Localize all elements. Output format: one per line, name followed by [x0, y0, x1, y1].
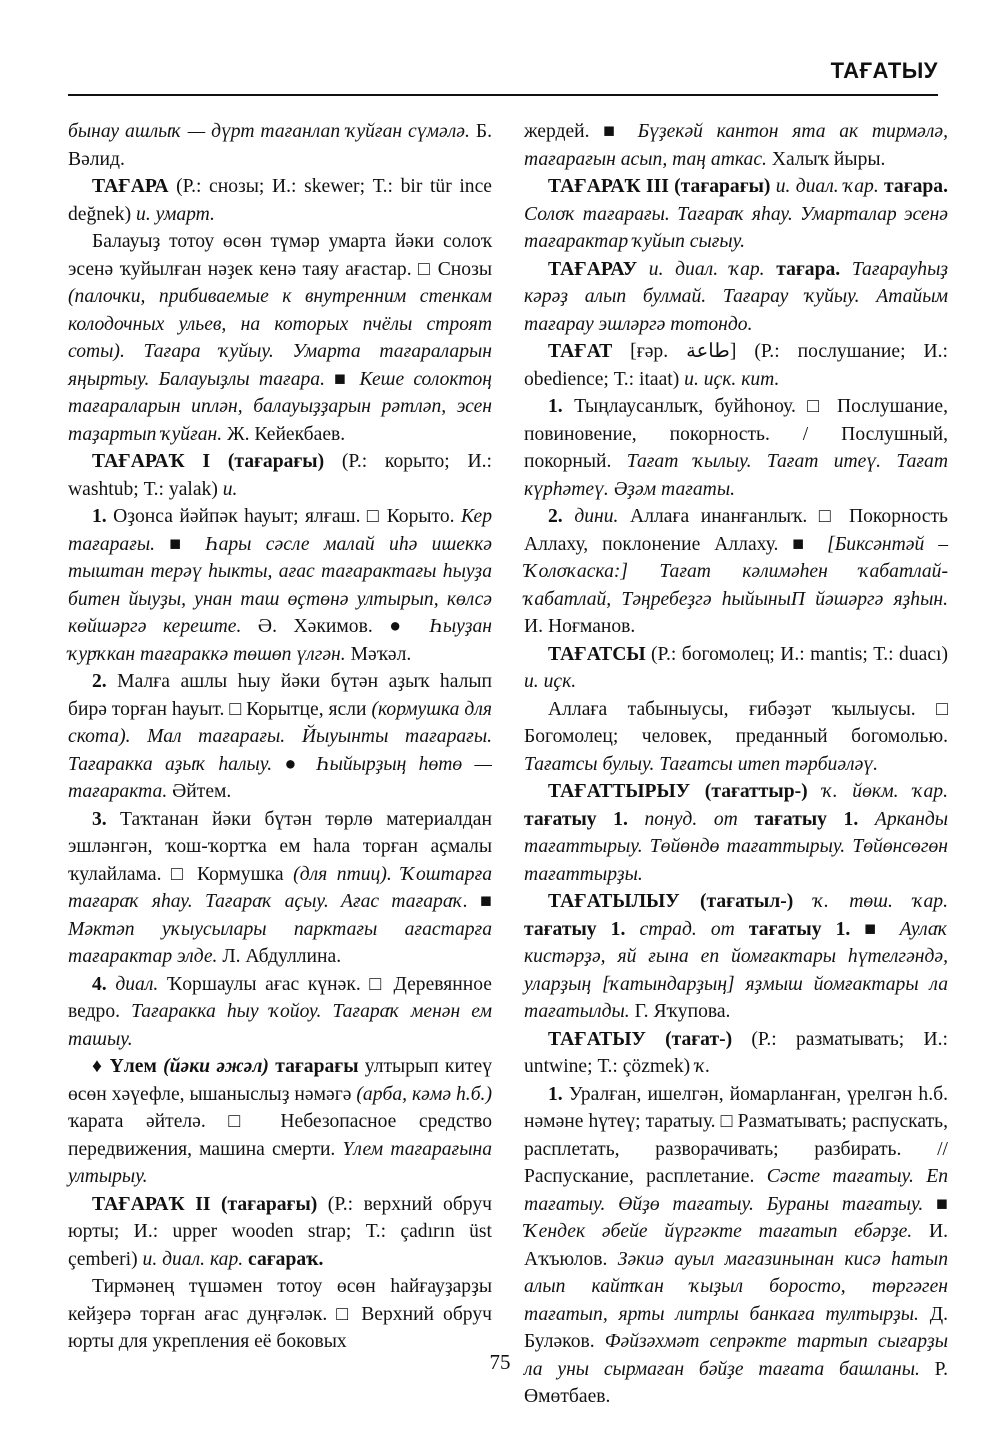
body-text: Уралған, ишелгән, йомарланған, үрелгән һ.б. нәмәне һүтеү; таратыу. □ Разматывать; распускать, расплетать, разворачивать; разбирать. // Распускание, расплетание.	[524, 1083, 948, 1187]
italic-text: Һыйырҙың һөтө — тағаракта.	[68, 753, 492, 802]
italic-text: Тағатсы булыу. Тағатсы итеп тәрбиәләү.	[524, 753, 878, 775]
headword-text: ТАҒАРАҠ I (тағарағы)	[92, 451, 325, 472]
italic-text: Тағат ҡылыу. Тағат итеү. Тағат күрһәтеү. Әҙәм тағаты.	[524, 451, 948, 500]
header-rule	[68, 94, 938, 96]
body-text: ҡарата әйтелә. □ Небезопасное средство передвижения, машина смерти.	[68, 1111, 492, 1160]
italic-text: Бүҙекәй кантон ята ак тирмәлә, тағарағын асып, таң аткас.	[524, 121, 948, 170]
body-text	[858, 809, 875, 830]
page-number: 75	[489, 1350, 511, 1374]
body-text: Халыҡ йыры.	[766, 148, 886, 170]
dictionary-paragraph	[68, 971, 492, 1054]
italic-text: Арканды тағаттырыу. Төйөндө тағаттырыу. Төйөнсөгөн тағаттырҙы.	[524, 808, 949, 885]
body-text: Д. Буләков.	[524, 1303, 948, 1352]
italic-text: Кеше солоктоң тағараларын иплән, балауыҙҙарын рәтләп, эсен таҙартып ҡуйған.	[68, 368, 492, 445]
dictionary-paragraph	[524, 641, 948, 696]
dictionary-paragraph	[524, 118, 948, 173]
headword-text: 2.	[548, 506, 563, 527]
italic-text: Фәйзәхмәт сепрәкте тартып сығарҙы ла уны сырмаған бәйҙе тағата башланы.	[524, 1331, 948, 1380]
italic-text: понуд. от	[644, 808, 738, 830]
body-text: жердей. ■	[524, 121, 638, 142]
dictionary-paragraph	[524, 393, 948, 503]
running-headword: ТАҒАТЫУ	[830, 58, 938, 83]
italic-text: Һары сәсле малай иһә ишеккә тыштан терәү һыкты, ағас тағарактағы һыуҙа битен йыуҙы, унан таш өҫтөнә ултырып, көлсә көйшәргә кереште.	[68, 533, 492, 637]
italic-text: Кер тағарағы.	[68, 506, 492, 555]
dictionary-paragraph	[524, 1026, 948, 1081]
headword-text: сағараҡ.	[243, 1248, 324, 1270]
dictionary-paragraph	[524, 778, 948, 888]
body-text: Әйтем.	[167, 781, 232, 802]
italic-text: и. диал. кар.	[142, 1248, 244, 1270]
body-text: Таҡтанан йәки бүтән төрлө материалдан эшләнгән, ҡош-ҡортҡа ем һала торған аҫмалы ҡулайлама. □ Кормушка	[68, 808, 492, 885]
body-text: ■	[467, 891, 493, 912]
italic-text: Һыуҙан ҡурҡкан тағараккә төшөп үлгән.	[68, 616, 492, 665]
italic-text: диал.	[115, 973, 159, 995]
italic-text: Үлем тағарағына ултырыу.	[68, 1138, 492, 1187]
dictionary-paragraph	[524, 503, 948, 641]
body-text: (Р.: снозы; И.: skewer; Т.: bir tür ince değnek)	[68, 176, 492, 225]
headword-text: тағатыу 1.	[734, 918, 851, 940]
dictionary-paragraph	[68, 118, 492, 173]
italic-text: и. иҫк.	[524, 671, 577, 692]
headword-text: ТАҒАРАУ	[548, 258, 638, 280]
italic-text: и. умарт.	[136, 203, 215, 225]
italic-text: Мәктәп уҡыусылары парктағы ағастарға тағарактар элде.	[68, 918, 492, 967]
body-text	[808, 781, 823, 802]
headword-text: ТАҒАТЫЛЫУ (тағатыл-)	[548, 891, 794, 912]
headword-text: ТАҒАРАҠ III (тағарағы)	[548, 176, 771, 197]
body-text: Аллаға инанғанлыҡ. □ Покорность Аллаху, поклонение Аллаху. ■	[524, 506, 948, 555]
body-text	[628, 809, 645, 830]
dictionary-paragraph	[524, 173, 948, 256]
headword-text: тағара.	[764, 258, 841, 280]
body-text: (Р.: богомолец; И.: mantis; Т.: duacı)	[645, 643, 948, 665]
dictionary-paragraph	[68, 173, 492, 228]
headword-text: тағатыу 1.	[524, 808, 628, 830]
italic-text: (арба, кәмә һ.б.)	[356, 1083, 492, 1105]
italic-text: Зәкиә ауыл магазинынан кисә һатып алып кайтҡан ҡыҙыл боросто, төргәген тағатып, ярты литрлы банкаға тултырҙы.	[524, 1248, 948, 1325]
body-text: Ҡоршаулы ағас күнәк. □ Деревянное ведро.	[68, 973, 492, 1022]
italic-text: дини.	[574, 506, 619, 527]
italic-text: Тағарауһыҙ кәрәҙ алып булмай. Тағарау ҡуйыу. Атайым тағарау эшләргә тотондо.	[524, 258, 948, 335]
body-text: Оҙонса йәйпәк һауыт; ялғаш. □ Корыто.	[106, 506, 461, 527]
dictionary-paragraph	[524, 256, 948, 339]
body-text: Л. Абдуллина.	[217, 946, 342, 967]
dictionary-paragraph	[68, 228, 492, 448]
italic-text: (для птиц). Ҡоштарға тағараҡ яһау. Тағараҡ аҫыу. Ағас тағараҡ.	[68, 863, 493, 912]
italic-text: (кормушка для скота). Мал тағарағы. Йыуынты тағарағы. Тағаракка аҙыҡ һалыу.	[68, 698, 492, 775]
italic-text: бынау ашлыҡ — дүрт тағанлап ҡуйған сүмәлә.	[68, 121, 470, 142]
headword-text: 4.	[92, 973, 107, 995]
body-text: [ғәр. طاعة] (Р.: послушание; И.: obedience; Т.: itaat)	[524, 341, 948, 390]
body-text: И. Ноғманов.	[524, 616, 636, 637]
body-text	[840, 259, 852, 280]
body-text: Б. Вәлид.	[68, 121, 492, 170]
italic-text: Солоҡ тағарағы. Тағараҡ яһау. Умарталар эсенә тағарактар ҡуйып сығыу.	[524, 203, 948, 252]
headword-text: ТАҒАТЫУ (тағат-)	[548, 1028, 733, 1050]
italic-text: и.	[222, 478, 238, 500]
headword-text: тағара.	[878, 176, 948, 197]
body-text: Аллаға табыныусы, ғибәҙәт ҡылыусы. □ Богомолец; человек, преданный богомолью.	[524, 698, 948, 747]
italic-text: (палочки, прибиваемые к внутренним стенкам колодочных ульев, на которых пчёлы строят соты). Тағара ҡуйыу. Умарта тағараларын яңыртыу. Балауыҙлы тағара.	[68, 286, 492, 390]
body-text	[637, 259, 649, 280]
dictionary-paragraph	[68, 806, 492, 971]
italic-text: и. иҫк. кит.	[684, 368, 780, 390]
body-text: (Р.: разматывать; И.: untwine; Т.: çözmek)	[524, 1028, 948, 1077]
italic-text: ҡ.	[695, 1056, 711, 1077]
italic-text: и. диал. ҡар.	[775, 176, 879, 197]
headword-text: ТАҒАТТЫРЫУ (тағаттыр-)	[548, 781, 808, 802]
italic-text: ҡ. йөкм. ҡар.	[822, 781, 948, 802]
headword-text: 1.	[548, 396, 563, 417]
headword-text: 1.	[92, 506, 107, 527]
dictionary-paragraph	[524, 888, 948, 1026]
italic-text: ҡ. төш. ҡар.	[813, 891, 948, 912]
headword-text: 3.	[92, 808, 107, 830]
headword-text: ТАҒАТ	[548, 341, 613, 362]
dictionary-paragraph	[524, 338, 948, 393]
headword-text: ♦ Үлем	[92, 1056, 164, 1077]
body-text: ■	[850, 918, 900, 940]
dictionary-paragraph	[68, 1191, 492, 1274]
italic-text: (йәки әжәл)	[163, 1056, 269, 1077]
body-text: Мәҡәл.	[345, 643, 412, 665]
italic-text: страд. от	[639, 918, 735, 940]
italic-text: и. диал. ҡар.	[648, 258, 765, 280]
body-text	[563, 506, 575, 527]
italic-text: [Биксәнтәй – Ҡолоҡаска:] Тағат кәлимәһен ҡабатлай-ҡабатлай, Тәңребеҙгә һыйыныП йәшәргә яҙһын.	[524, 533, 948, 610]
body-text: ●	[272, 753, 317, 775]
body-text: ■	[324, 368, 360, 390]
headword-text: тағарағы	[268, 1056, 359, 1077]
headword-text: ТАҒАТСЫ	[548, 643, 646, 665]
dictionary-paragraph	[68, 503, 492, 668]
body-text: И. Аҡъюлов.	[524, 1221, 948, 1270]
body-text: (Р.: верхний обруч юрты; И.: upper wooden strap; Т.: çadırın üst çemberi)	[68, 1193, 492, 1270]
body-text	[793, 891, 813, 912]
italic-text: Аулаҡ кистәрҙә, яй ғына еп йомғактары һүтелгәндә, уларҙың [ҡатындарҙың] яҙмыш йомғактары ла тағатылды.	[524, 918, 948, 1022]
italic-text: Тағаракка һыу ҡойоу. Тағараҡ менән ем ташыу.	[68, 1001, 492, 1050]
body-text: Тыңлаусанлыҡ, буйһоноу. □ Послушание, повиновение, покорность. / Послушный, покорный.	[524, 396, 948, 472]
right-column	[524, 118, 948, 1411]
body-text: Балауыҙ тотоу өсөн түмәр умарта йәки солоҡ эсенә ҡуйылған нәҙек кенә таяу ағастар. □ Снозы	[68, 231, 492, 280]
body-text: Малға ашлы һыу йәки бүтән аҙыҡ һалып бирә торған һауыт. □ Корытце, ясли	[68, 671, 492, 720]
body-text: ■	[155, 533, 206, 555]
headword-text: 1.	[548, 1083, 563, 1105]
body-text: Р. Өмөтбаев.	[524, 1358, 949, 1407]
dictionary-paragraph	[68, 1053, 492, 1191]
body-text: Тирмәнең түшәмен тотоу өсөн һайғауҙарҙы кейҙерә торған ағас дуңғәләк. □ Верхний обруч юрты для укрепления её боковых	[68, 1276, 492, 1352]
dictionary-paragraph	[68, 668, 492, 806]
left-column	[68, 118, 492, 1356]
dictionary-paragraph	[68, 1273, 492, 1356]
body-text: (Р.: корыто; И.: washtub; Т.: yalak)	[68, 451, 492, 500]
dictionary-paragraph	[524, 696, 948, 779]
body-text: Г. Яҡупова.	[629, 1001, 731, 1022]
body-text: ■	[923, 1193, 949, 1215]
headword-text: ТАҒАРАҠ II (тағарағы)	[92, 1193, 318, 1215]
dictionary-paragraph	[68, 448, 492, 503]
body-text: ултырып китеү өсөн хәүефле, ышаныслыҙ нәмәгә	[68, 1056, 492, 1105]
italic-text: Ҡендек әбейе йүргәкте тағатып ебәрҙе.	[524, 1221, 913, 1242]
headword-text: 2.	[92, 671, 107, 692]
body-text: Ә. Хәкимов. ●	[241, 616, 430, 637]
body-text: Ж. Кейекбаев.	[222, 423, 346, 445]
headword-text: ТАҒАРА	[92, 176, 169, 197]
body-text	[625, 919, 639, 940]
headword-text: тағатыу 1.	[524, 918, 626, 940]
italic-text: Сәсте тағатыу. Еп тағатыу. Өйҙө тағатыу. Бураны тағатыу.	[524, 1166, 948, 1215]
headword-text: тағатыу 1.	[737, 808, 859, 830]
